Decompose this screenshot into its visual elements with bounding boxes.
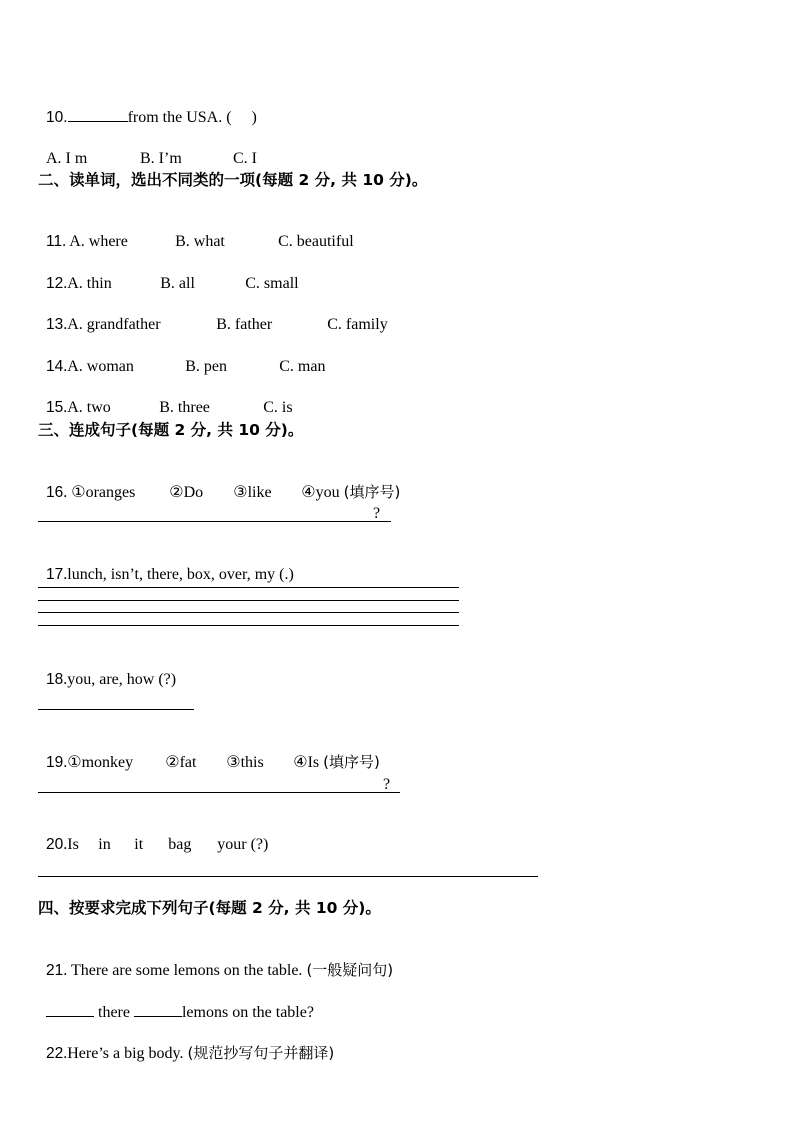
section-3-title: 三、连成句子(每题 2 分, 共 10 分)。 bbox=[38, 421, 304, 439]
question-text: .lunch, isn’t, there, box, over, my (.) bbox=[63, 566, 294, 583]
question-number: 15 bbox=[46, 399, 64, 416]
word-2: ②Do bbox=[169, 484, 204, 501]
question-number: 18 bbox=[46, 671, 64, 688]
writing-line-4[interactable] bbox=[38, 625, 459, 626]
question-number: 21 bbox=[46, 962, 64, 979]
option-a[interactable]: .A. two bbox=[63, 399, 111, 416]
question-21-answer bbox=[38, 982, 314, 1023]
option-a[interactable]: .A. woman bbox=[63, 358, 134, 375]
answer-line-18[interactable] bbox=[38, 709, 194, 710]
answer-blank[interactable] bbox=[68, 107, 128, 122]
question-14 bbox=[38, 337, 325, 377]
option-c[interactable]: C. is bbox=[263, 399, 293, 416]
question-text: .you, are, how (?) bbox=[63, 671, 177, 688]
question-10 bbox=[38, 87, 257, 128]
question-number: 16 bbox=[46, 484, 64, 501]
option-c[interactable]: C. family bbox=[327, 316, 388, 333]
question-number: 12 bbox=[46, 275, 64, 292]
question-text: . There are some lemons on the table. bbox=[63, 962, 303, 979]
question-text: .Here’s a big body. bbox=[63, 1045, 184, 1062]
question-11 bbox=[38, 212, 354, 252]
option-a[interactable]: . A. where bbox=[62, 233, 128, 250]
question-22 bbox=[38, 1023, 334, 1064]
answer-text: lemons on the table? bbox=[181, 1004, 314, 1021]
question-19 bbox=[38, 732, 380, 773]
section-2-title: 二、读单词，选出不同类的一项(每题 2 分, 共 10 分)。 bbox=[38, 171, 428, 189]
option-b[interactable]: B. I’m bbox=[140, 150, 182, 167]
question-number: 20 bbox=[46, 836, 64, 853]
instruction-note: (填序号) bbox=[323, 753, 380, 771]
word-1: .①monkey bbox=[63, 754, 134, 771]
word-3: ③like bbox=[233, 484, 272, 501]
word-3: it bbox=[134, 836, 144, 853]
writing-line-2[interactable] bbox=[38, 600, 459, 601]
question-13 bbox=[38, 295, 388, 335]
writing-line-3[interactable] bbox=[38, 612, 459, 613]
writing-line-1[interactable] bbox=[38, 587, 459, 588]
word-1: ①oranges bbox=[71, 484, 136, 501]
word-4: bag bbox=[168, 836, 192, 853]
question-text: from the USA. ( ) bbox=[127, 109, 257, 126]
question-18 bbox=[38, 650, 176, 690]
option-a[interactable]: .A. grandfather bbox=[63, 316, 161, 333]
question-10-options bbox=[38, 129, 257, 169]
question-20 bbox=[38, 815, 268, 855]
option-b[interactable]: B. pen bbox=[185, 358, 228, 375]
question-number: 22 bbox=[46, 1045, 64, 1062]
question-mark: ? bbox=[383, 776, 391, 793]
word-1: .Is bbox=[63, 836, 79, 853]
question-15 bbox=[38, 378, 293, 418]
question-17 bbox=[38, 545, 294, 585]
question-16 bbox=[38, 462, 400, 503]
option-b[interactable]: B. father bbox=[216, 316, 273, 333]
answer-blank[interactable] bbox=[46, 1002, 94, 1017]
question-number: 13 bbox=[46, 316, 64, 333]
question-12 bbox=[38, 254, 299, 294]
question-number: 17 bbox=[46, 566, 64, 583]
answer-line-20[interactable] bbox=[38, 876, 538, 877]
question-number: 11 bbox=[46, 233, 63, 250]
word-5: your (?) bbox=[217, 836, 269, 853]
word-2: in bbox=[98, 836, 111, 853]
answer-line-16[interactable] bbox=[38, 521, 391, 522]
answer-blank[interactable] bbox=[134, 1002, 182, 1017]
option-b[interactable]: B. all bbox=[160, 275, 195, 292]
option-b[interactable]: B. what bbox=[175, 233, 225, 250]
question-dot: . bbox=[63, 484, 72, 501]
option-c[interactable]: C. beautiful bbox=[278, 233, 354, 250]
answer-text: there bbox=[98, 1004, 130, 1021]
option-c[interactable]: C. I bbox=[233, 150, 257, 167]
option-c[interactable]: C. man bbox=[279, 358, 326, 375]
instruction-note: (一般疑问句) bbox=[306, 961, 394, 979]
answer-line-19[interactable] bbox=[38, 792, 400, 793]
section-4-title: 四、按要求完成下列句子(每题 2 分, 共 10 分)。 bbox=[38, 899, 381, 917]
question-number: 10. bbox=[46, 109, 68, 126]
option-b[interactable]: B. three bbox=[159, 399, 210, 416]
question-number: 14 bbox=[46, 358, 64, 375]
option-c[interactable]: C. small bbox=[245, 275, 299, 292]
instruction-note: (规范抄写句子并翻译) bbox=[187, 1044, 335, 1062]
option-a[interactable]: A. I m bbox=[46, 150, 88, 167]
question-21 bbox=[38, 940, 393, 981]
question-mark: ? bbox=[373, 505, 381, 522]
instruction-note: (填序号) bbox=[343, 483, 401, 501]
question-number: 19 bbox=[46, 754, 64, 771]
option-a[interactable]: .A. thin bbox=[63, 275, 112, 292]
word-4: ④you bbox=[301, 484, 340, 501]
word-3: ③this bbox=[226, 754, 264, 771]
word-4: ④Is bbox=[293, 754, 320, 771]
word-2: ②fat bbox=[165, 754, 197, 771]
